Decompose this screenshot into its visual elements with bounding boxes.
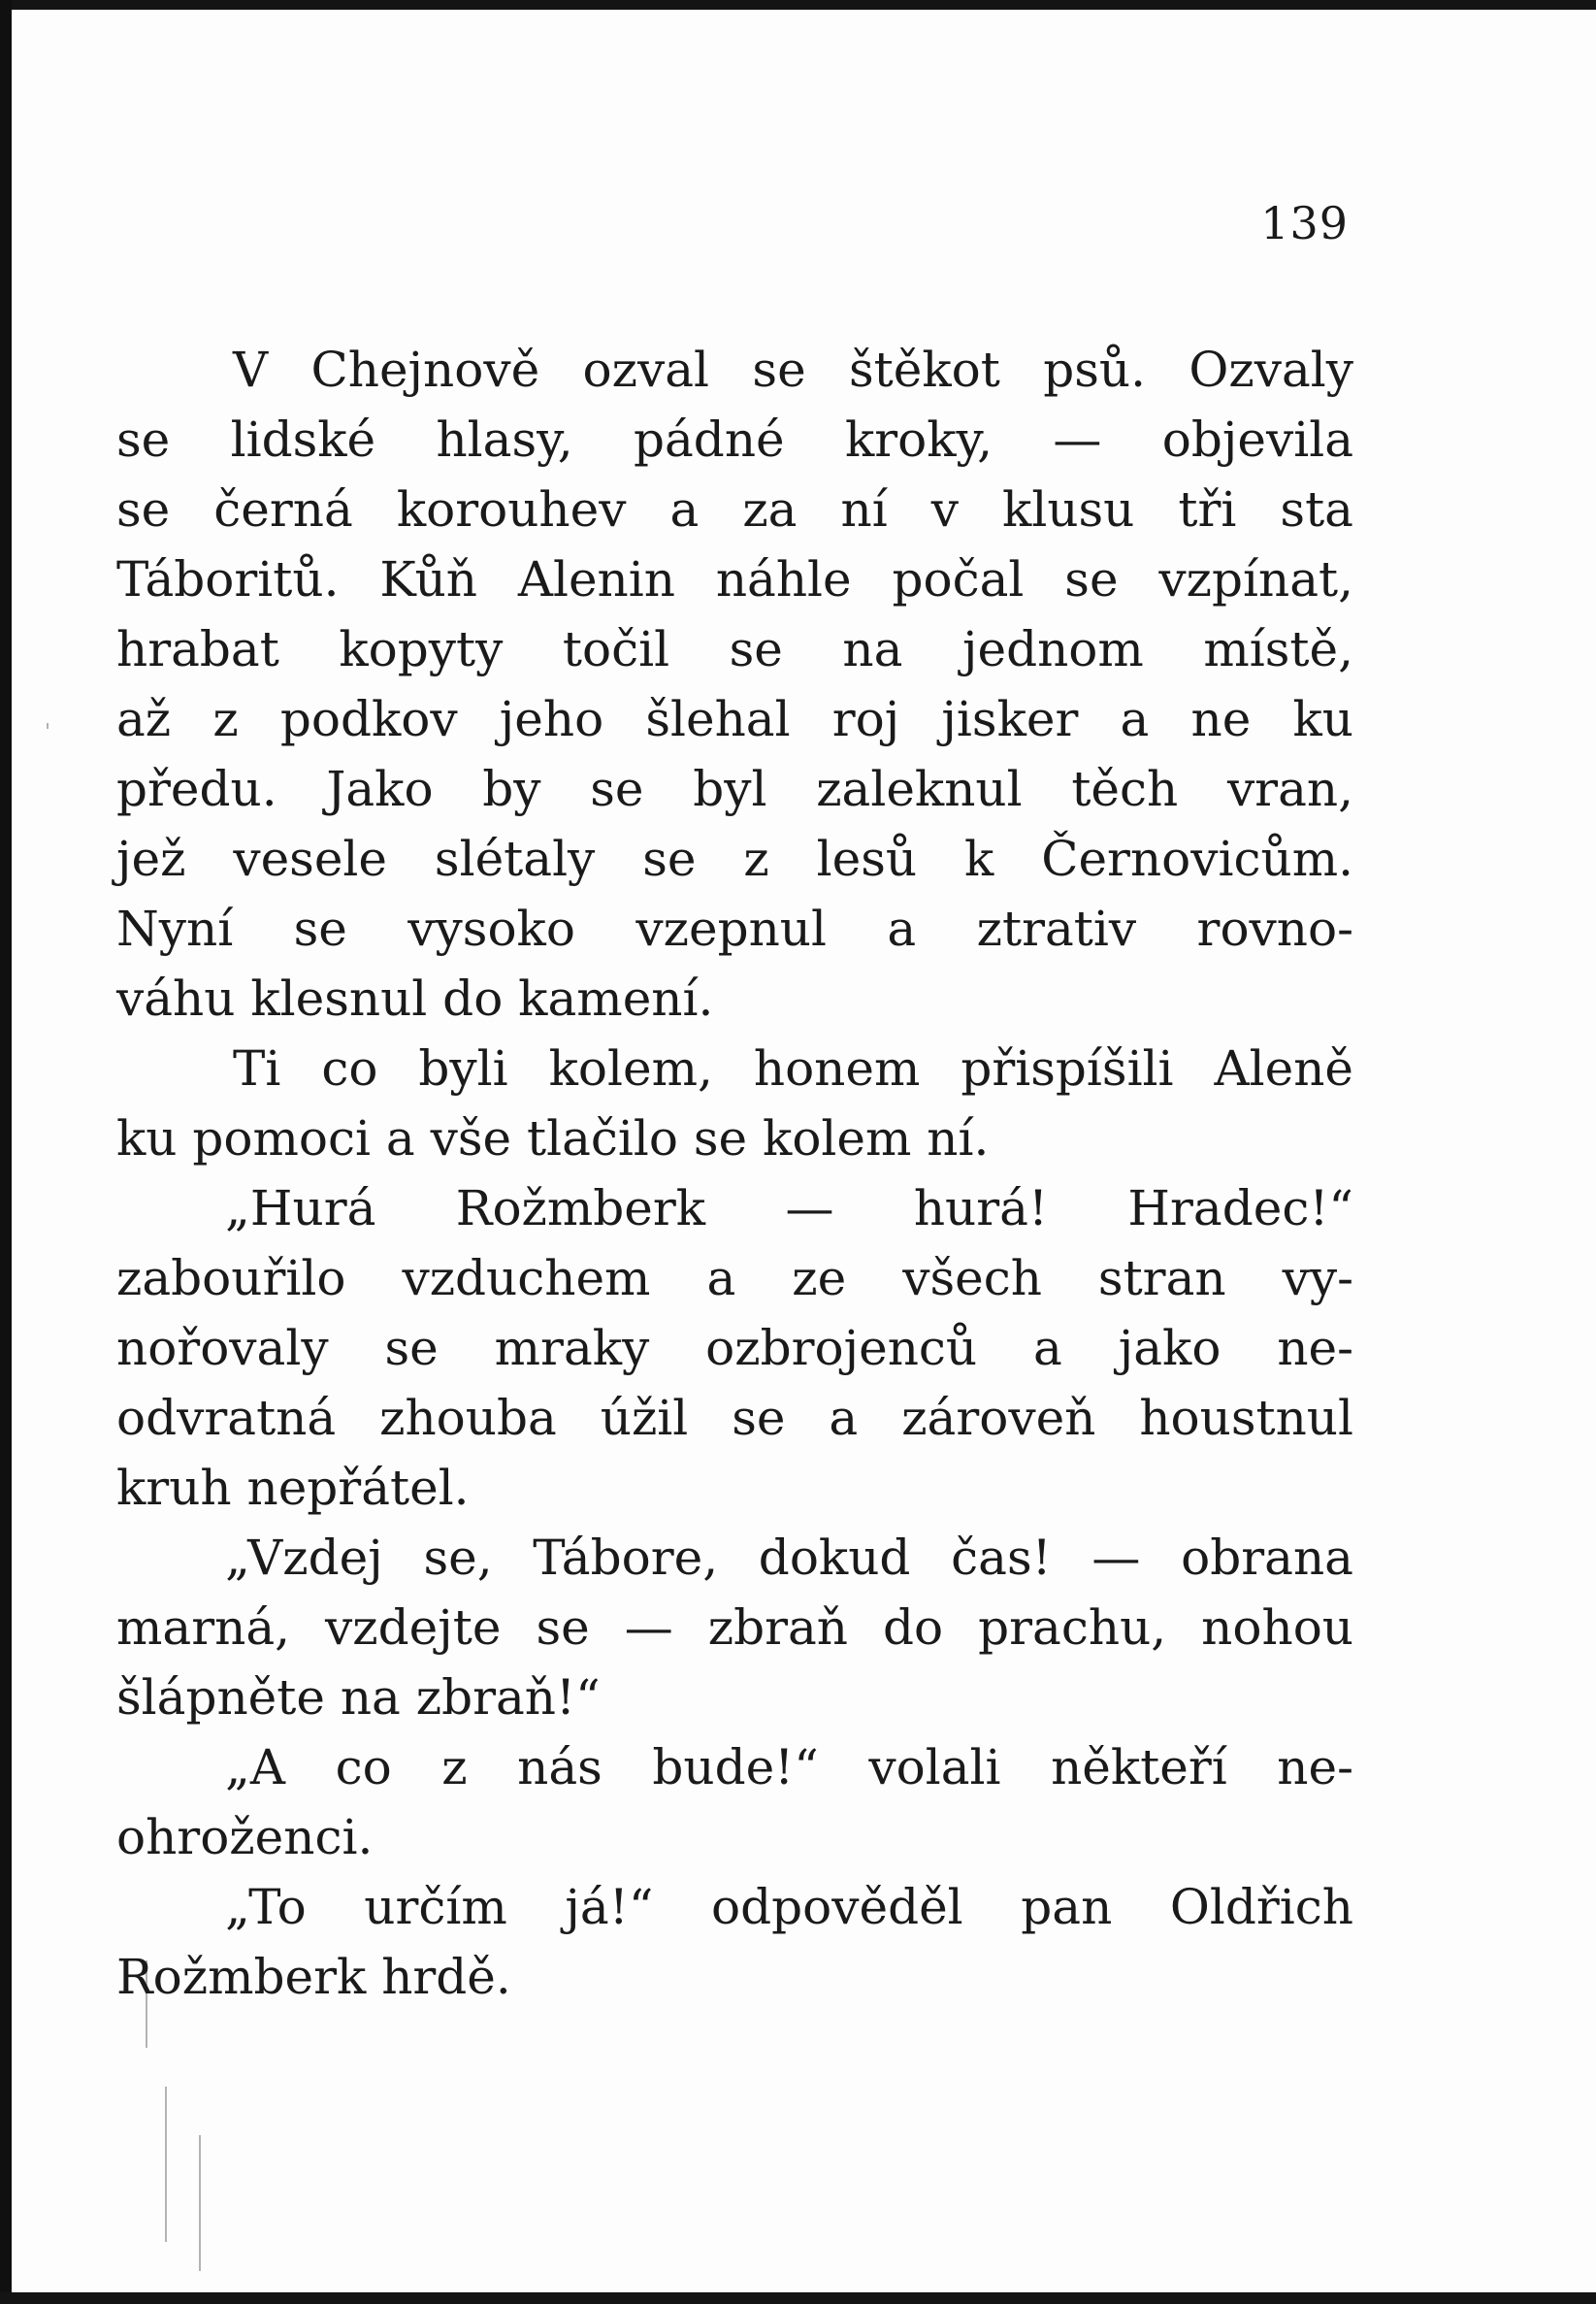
text-line: Rožmberk hrdě. [116, 1949, 511, 2005]
text-line: „To určím já!“ odpověděl pan Oldřich [225, 1879, 1353, 1935]
text-line: šlápněte na zbraň!“ [116, 1669, 601, 1726]
scan-edge-bottom [0, 2292, 1596, 2304]
text-line: až z podkov jeho šlehal roj jisker a ne ku [116, 691, 1353, 747]
text-line: se lidské hlasy, pádné kroky, — objevila [116, 411, 1353, 468]
scan-speck [165, 2087, 167, 2242]
scan-speck [47, 723, 49, 729]
text-block [116, 335, 1353, 2012]
scan-edge-top [0, 0, 1596, 10]
text-line: marná, vzdejte se — zbraň do prachu, nohou [116, 1599, 1353, 1656]
text-line: se černá korouhev a za ní v klusu tři sta [116, 481, 1353, 538]
text-line: „Hurá Rožmberk — hurá! Hradec!“ [225, 1180, 1353, 1236]
page-number: 139 [1260, 197, 1349, 249]
text-line: V Chejnově ozval se štěkot psů. Ozvaly [233, 342, 1353, 398]
text-line: Ti co byli kolem, honem přispíšili Aleně [233, 1040, 1353, 1097]
text-line: nořovaly se mraky ozbrojenců a jako ne- [116, 1320, 1353, 1376]
text-line: hrabat kopyty točil se na jednom místě, [116, 621, 1353, 677]
text-line: ku pomoci a vše tlačilo se kolem ní. [116, 1110, 990, 1167]
scan-speck [199, 2135, 201, 2271]
text-line: „A co z nás bude!“ volali někteří ne- [225, 1739, 1353, 1795]
text-line: jež vesele slétaly se z lesů k Černovicům. [116, 831, 1353, 887]
text-line: zabouřilo vzduchem a ze všech stran vy- [116, 1250, 1353, 1306]
text-line: ohroženci. [116, 1809, 374, 1865]
text-line: odvratná zhouba úžil se a zároveň houstnul [116, 1390, 1353, 1446]
text-line: předu. Jako by se byl zaleknul těch vran, [116, 761, 1353, 817]
text-line: Táboritů. Kůň Alenin náhle počal se vzpínat, [116, 551, 1353, 608]
text-line: váhu klesnul do kamení. [116, 971, 714, 1027]
text-line: „Vzdej se, Tábore, dokud čas! — obrana [225, 1530, 1353, 1586]
text-line: Nyní se vysoko vzepnul a ztrativ rovno- [116, 901, 1353, 957]
text-line: kruh nepřátel. [116, 1460, 470, 1516]
scan-edge-left [0, 0, 12, 2304]
